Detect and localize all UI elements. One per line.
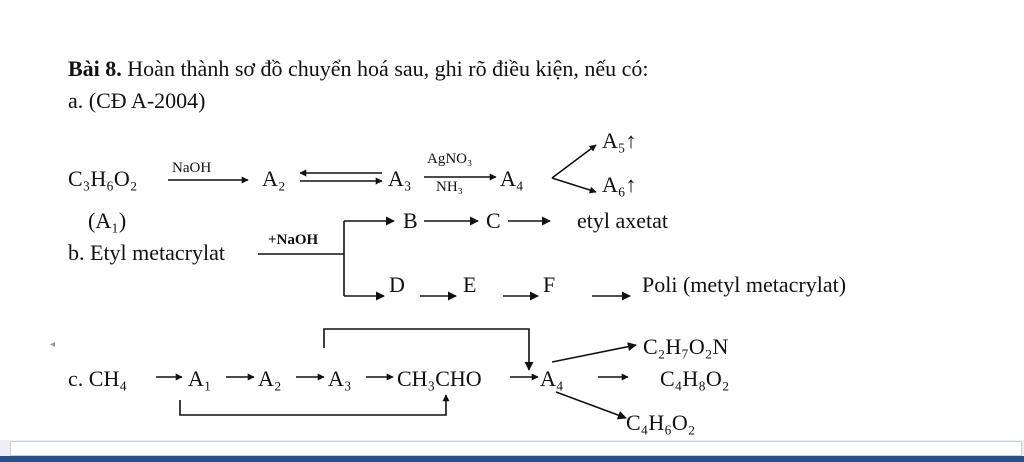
part-c-a4: A₄: [540, 366, 564, 391]
part-c-product-3: C₄H₆O₂: [626, 410, 696, 435]
part-c-product-1: C₂H₇O₂N: [643, 334, 729, 359]
window-bottom-bar: [0, 440, 1024, 462]
part-a-start-formula: C₃H₆O₂: [68, 166, 138, 191]
part-b-polymer: Poli (metyl metacrylat): [642, 272, 847, 297]
arrow-a4-product-1: [552, 345, 636, 362]
loop-a1-to-ch3cho: [180, 395, 446, 415]
part-a-a5: A₅↑: [602, 128, 637, 153]
part-a-reagent-agno3: AgNO₃: [427, 151, 473, 167]
page-tick-mark: ◂: [50, 339, 56, 350]
part-a-a4: A₄: [500, 166, 524, 191]
arrow-a4-product-3: [556, 392, 626, 418]
exercise-number: Bài 8.: [68, 56, 122, 81]
part-b-label: b. Etyl metacrylat: [68, 240, 225, 265]
part-c-label: c. CH₄: [68, 366, 127, 391]
part-c-ch3cho: CH₃CHO: [397, 366, 482, 391]
taskbar-strip: [0, 456, 1024, 462]
part-c-a2: A₂: [258, 366, 282, 391]
part-b-c: C: [486, 208, 501, 233]
part-c-a3: A₃: [328, 366, 352, 391]
part-b-etyl-axetat: etyl axetat: [577, 208, 669, 233]
part-a-reagent-naoh: NaOH: [172, 160, 212, 176]
status-field: [10, 441, 1022, 456]
part-a-a3: A₃: [388, 166, 412, 191]
loop-a3-to-a4: [324, 329, 529, 370]
part-c-a1: A₁: [188, 366, 212, 391]
part-a-a2: A₂: [262, 166, 286, 191]
part-a-a1-label: (A₁): [88, 208, 127, 233]
part-a-reagent-nh3: NH₃: [436, 179, 463, 195]
part-b-e: E: [463, 272, 477, 297]
part-c-product-2: C₄H₈O₂: [660, 366, 730, 391]
arrow-a4-a5: [552, 145, 596, 178]
part-b-b: B: [403, 208, 418, 233]
part-b-reagent-naoh: +NaOH: [268, 232, 319, 248]
part-a-label: a. (CĐ A-2004): [68, 88, 206, 113]
part-a-a6: A₆↑: [602, 172, 637, 197]
part-b-d: D: [389, 272, 405, 297]
arrow-a4-a6: [552, 178, 596, 192]
part-b-f: F: [543, 272, 556, 297]
exercise-instruction: Hoàn thành sơ đồ chuyển hoá sau, ghi rõ điều kiện, nếu có:: [121, 56, 649, 81]
